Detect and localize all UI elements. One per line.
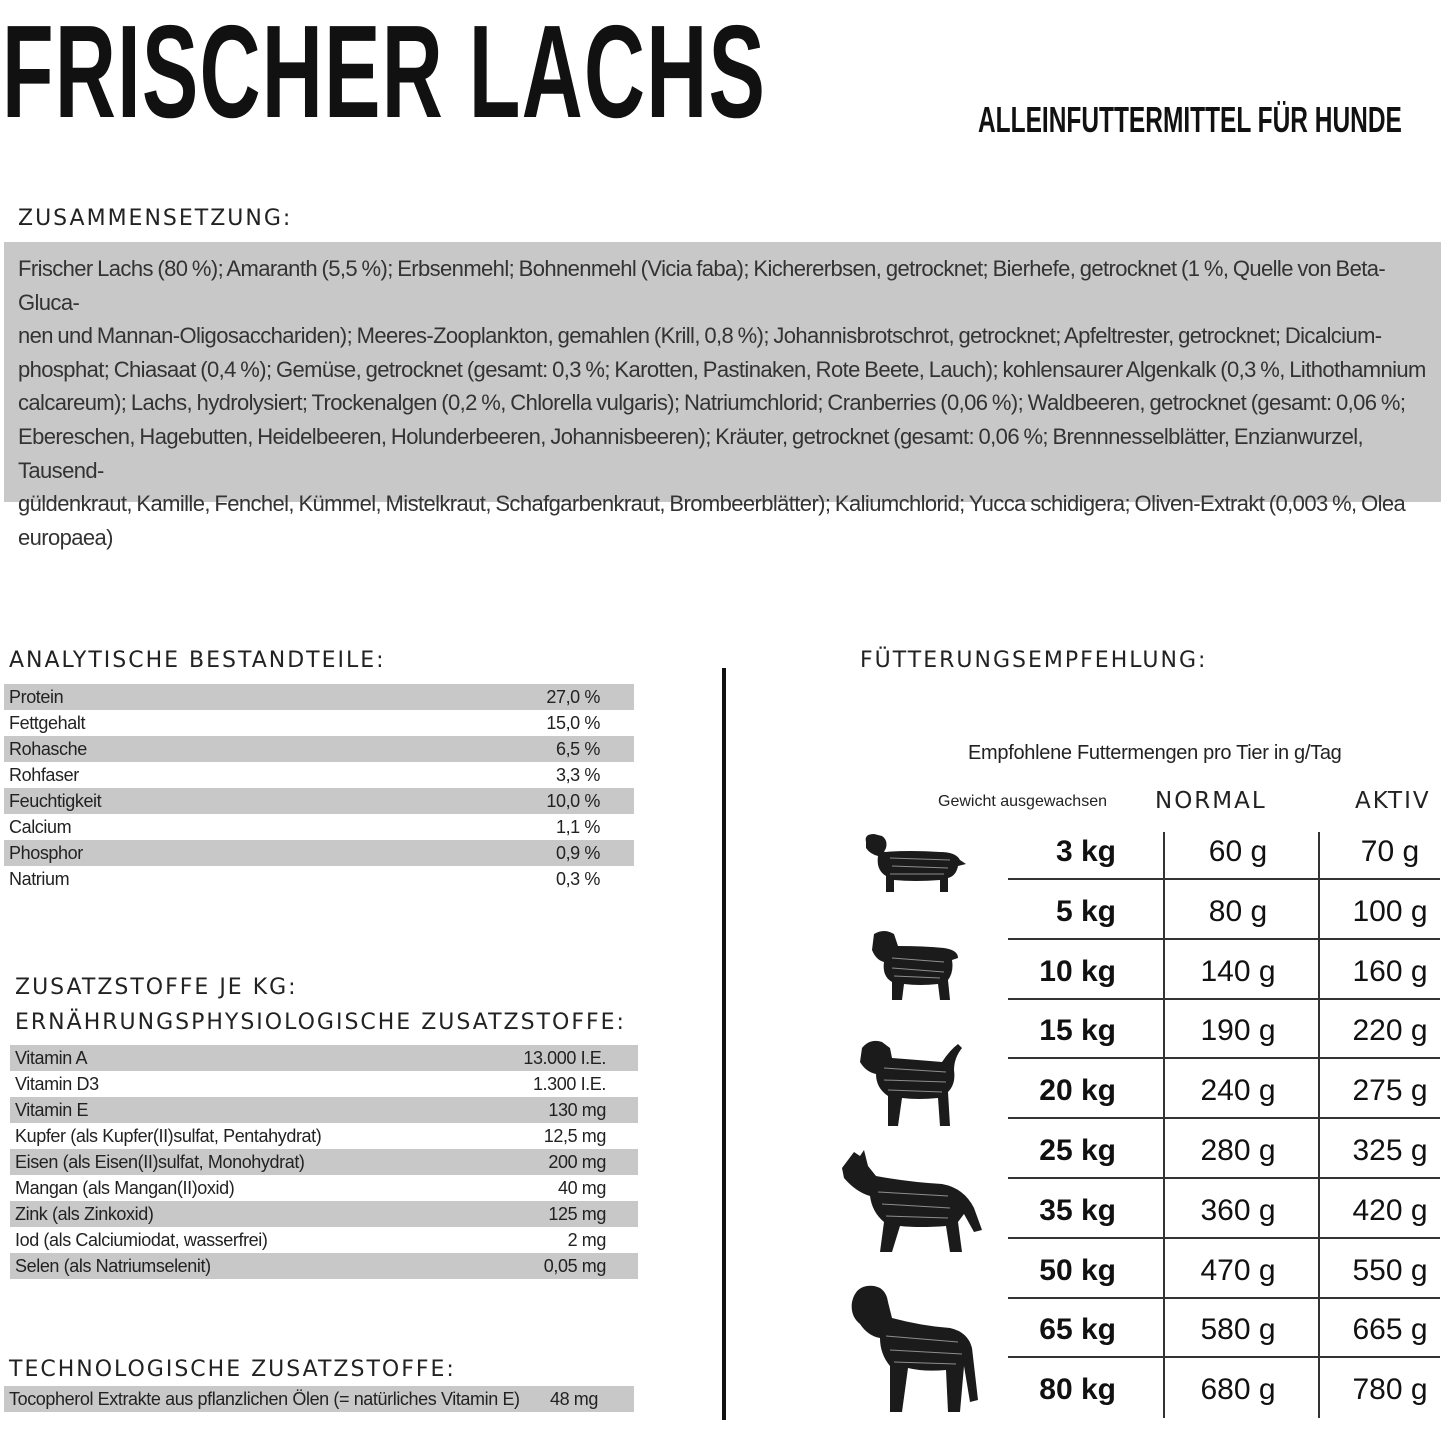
row-name: Vitamin E [15, 1100, 89, 1120]
row-value: 200 mg [548, 1152, 606, 1172]
row-value: 1,1 % [555, 817, 600, 837]
analytic-heading: ANALYTISCHE BESTANDTEILE: [9, 648, 386, 673]
feeding-normal: 680 g [1200, 1373, 1276, 1407]
feeding-row-divider [1008, 938, 1440, 940]
feeding-row-divider [1008, 998, 1440, 1000]
additives-heading: ZUSATZSTOFFE JE KG: [15, 975, 298, 1000]
table-row [10, 1175, 638, 1201]
spaniel-icon [864, 928, 962, 1006]
dachshund-icon [860, 830, 970, 900]
composition-line: europaea) [18, 524, 113, 550]
aktiv-column-label: AKTIV [1355, 788, 1431, 814]
feeding-aktiv: 160 g [1352, 954, 1428, 988]
normal-column-label: NORMAL [1155, 788, 1267, 814]
feeding-normal: 190 g [1200, 1014, 1276, 1048]
feeding-weight: 50 kg [1039, 1253, 1116, 1287]
row-value: 48 mg [549, 1389, 598, 1409]
row-value: 12,5 mg [543, 1126, 606, 1146]
row-value: 1.300 I.E. [532, 1074, 606, 1094]
feeding-weight: 80 kg [1039, 1373, 1116, 1407]
table-row [4, 762, 634, 788]
composition-line: nen und Mannan-Oligosacchariden); Meeres-Zooplankton, gemahlen (Krill, 0,8 %); Johannisbrotschrot, getrocknet; Apfeltrester, getrocknet; Dicalcium- [18, 323, 1382, 349]
composition-text [18, 252, 1431, 554]
feeding-normal: 580 g [1200, 1313, 1276, 1347]
row-value: 130 mg [548, 1100, 606, 1120]
row-name: Eisen (als Eisen(II)sulfat, Monohydrat) [15, 1152, 305, 1172]
row-value: 13.000 I.E. [523, 1048, 606, 1068]
row-name: Feuchtigkeit [9, 791, 102, 811]
feeding-row-divider [1008, 1237, 1440, 1239]
feeding-row-divider [1008, 1356, 1440, 1358]
row-name: Rohasche [9, 739, 87, 759]
feeding-row-divider [1008, 1117, 1440, 1119]
row-value: 3,3 % [555, 765, 600, 785]
row-value: 27,0 % [546, 687, 600, 707]
table-row [10, 1227, 638, 1253]
feeding-weight: 3 kg [1055, 835, 1116, 868]
feeding-aktiv: 665 g [1352, 1313, 1428, 1347]
feeding-aktiv: 780 g [1352, 1373, 1428, 1407]
feeding-row-divider [1008, 1057, 1440, 1059]
table-row [4, 840, 634, 866]
page-title: FRISCHER LACHS [2, 0, 767, 145]
row-value: 2 mg [567, 1230, 606, 1250]
row-name: Phosphor [9, 843, 83, 863]
feeding-weight: 10 kg [1039, 954, 1116, 988]
feeding-aktiv: 100 g [1352, 894, 1428, 928]
feeding-caption: Empfohlene Futtermengen pro Tier in g/Tag [968, 742, 1342, 764]
weight-column-label: Gewicht ausgewachsen [938, 793, 1107, 810]
feeding-normal: 360 g [1200, 1193, 1276, 1227]
feeding-aktiv: 220 g [1352, 1014, 1428, 1048]
shepherd-icon [838, 1148, 984, 1258]
table-row [10, 1097, 638, 1123]
terrier-icon [854, 1038, 970, 1130]
row-value: 15,0 % [546, 713, 600, 733]
row-name: Protein [9, 687, 64, 707]
composition-box [4, 242, 1441, 550]
composition-line: Frischer Lachs (80 %); Amaranth (5,5 %); Erbsenmehl; Bohnenmehl (Vicia faba); Kichererbsen, getrocknet; Bierhefe, getrocknet (1 %, Quelle von Beta-Gluca- [18, 256, 1386, 315]
feeding-row-divider [1008, 1297, 1440, 1299]
table-row [4, 710, 634, 736]
feeding-weight: 5 kg [1055, 894, 1116, 928]
table-row [10, 1123, 638, 1149]
row-value: 6,5 % [555, 739, 600, 759]
feeding-row-divider [1008, 878, 1440, 880]
great-dane-icon [846, 1280, 980, 1416]
feeding-aktiv: 550 g [1352, 1253, 1428, 1287]
feeding-row-divider [1008, 1177, 1440, 1179]
table-row [4, 788, 634, 814]
composition-line: calcareum); Lachs, hydrolysiert; Trockenalgen (0,2 %, Chlorella vulgaris); Natriumchlorid; Cranberries (0,06 %); Waldbeeren, getrocknet (gesamt: 0,06 %; [18, 390, 1406, 416]
row-value: 0,3 % [555, 869, 600, 889]
table-row [4, 736, 634, 762]
composition-line: phosphat; Chiasaat (0,4 %); Gemüse, getrocknet (gesamt: 0,3 %; Karotten, Pastinaken, Rote Beete, Lauch); kohlensaurer Algenkalk (0,3 %, Lithothamnium [18, 356, 1426, 382]
table-row [10, 1149, 638, 1175]
nutritional-additives-heading: ERNÄHRUNGSPHYSIOLOGISCHE ZUSATZSTOFFE: [15, 1010, 626, 1035]
feeding-heading: FÜTTERUNGSEMPFEHLUNG: [860, 648, 1208, 673]
feeding-normal: 80 g [1208, 894, 1268, 928]
table-row [4, 684, 634, 710]
feeding-aktiv: 420 g [1352, 1193, 1428, 1227]
table-row [4, 814, 634, 840]
row-name: Natrium [9, 869, 70, 889]
page-subtitle: ALLEINFUTTERMITTEL FÜR HUNDE [978, 99, 1402, 140]
row-name: Tocopherol Extrakte aus pflanzlichen Ölen (= natürliches Vitamin E) [9, 1389, 520, 1409]
feeding-column-divider [1318, 832, 1320, 1418]
feeding-weight: 20 kg [1039, 1074, 1116, 1108]
row-name: Calcium [9, 817, 72, 837]
row-name: Mangan (als Mangan(II)oxid) [15, 1178, 235, 1198]
composition-heading: ZUSAMMENSETZUNG: [18, 206, 293, 231]
feeding-normal: 470 g [1200, 1253, 1276, 1287]
row-value: 0,05 mg [543, 1256, 606, 1276]
composition-line: Ebereschen, Hagebutten, Heidelbeeren, Holunderbeeren, Johannisbeeren); Kräuter, getrocknet (gesamt: 0,06 %; Brennnesselblätter, Enzianwurzel, Tausend- [18, 423, 1364, 483]
feeding-weight: 65 kg [1039, 1313, 1116, 1347]
row-name: Vitamin A [15, 1048, 88, 1068]
column-divider [722, 668, 726, 1420]
feeding-normal: 240 g [1200, 1074, 1276, 1108]
analytic-table [4, 684, 634, 892]
technological-heading: TECHNOLOGISCHE ZUSATZSTOFFE: [9, 1357, 456, 1382]
row-name: Iod (als Calciumiodat, wasserfrei) [15, 1230, 268, 1250]
table-row [10, 1071, 638, 1097]
feeding-column-divider [1163, 832, 1165, 1418]
feeding-aktiv: 70 g [1360, 835, 1420, 868]
technological-table [4, 1386, 634, 1412]
additives-table [10, 1045, 638, 1279]
feeding-normal: 280 g [1200, 1134, 1276, 1167]
feeding-weight: 35 kg [1039, 1193, 1116, 1227]
feeding-normal: 60 g [1208, 835, 1268, 868]
table-row [10, 1201, 638, 1227]
row-name: Vitamin D3 [15, 1074, 99, 1094]
row-name: Selen (als Natriumselenit) [15, 1256, 211, 1276]
feeding-normal: 140 g [1200, 954, 1276, 988]
feeding-aktiv: 275 g [1352, 1074, 1428, 1108]
table-row [4, 1386, 634, 1412]
row-name: Zink (als Zinkoxid) [15, 1204, 154, 1224]
table-row [4, 866, 634, 892]
table-row [10, 1045, 638, 1071]
row-value: 10,0 % [546, 791, 600, 811]
feeding-aktiv: 325 g [1352, 1134, 1428, 1167]
row-value: 125 mg [548, 1204, 606, 1224]
row-name: Rohfaser [9, 765, 79, 785]
row-name: Kupfer (als Kupfer(II)sulfat, Pentahydrat) [15, 1126, 322, 1146]
row-name: Fettgehalt [9, 713, 86, 733]
composition-line: güldenkraut, Kamille, Fenchel, Kümmel, Mistelkraut, Schafgarbenkraut, Brombeerblätter); Kaliumchlorid; Yucca schidigera; Oliven-Extrakt (0,003 %, Olea [18, 491, 1406, 517]
row-value: 40 mg [557, 1178, 606, 1198]
table-row [10, 1253, 638, 1279]
feeding-weight: 15 kg [1039, 1014, 1116, 1048]
row-value: 0,9 % [555, 843, 600, 863]
feeding-weight: 25 kg [1039, 1134, 1116, 1167]
